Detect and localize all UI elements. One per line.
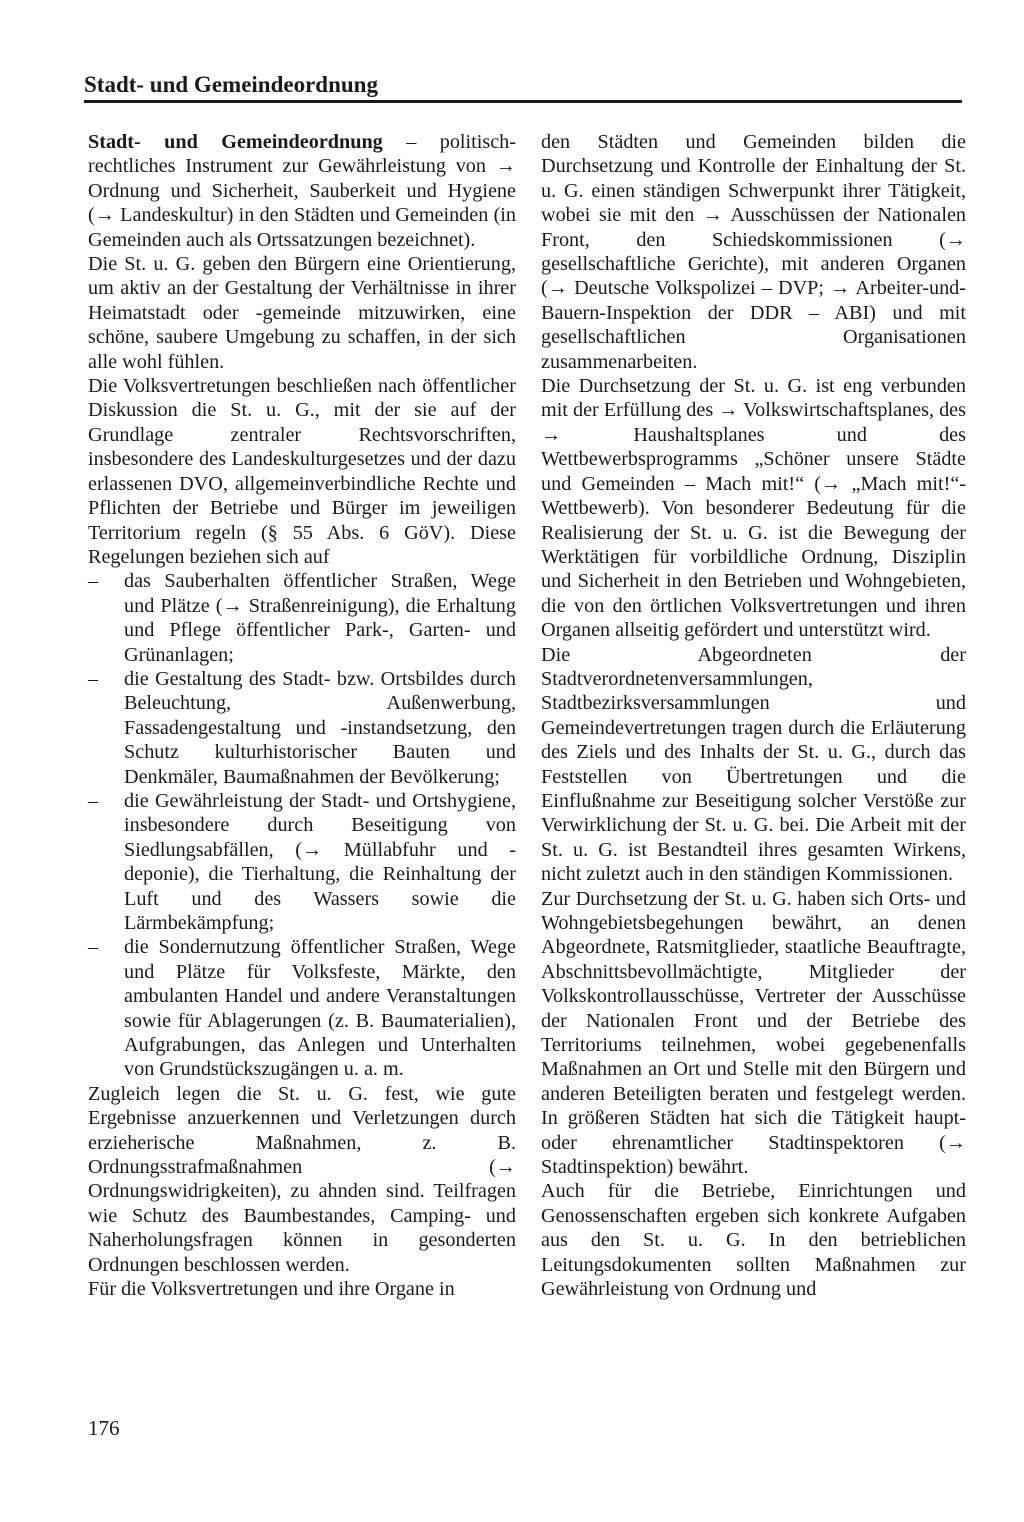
list-item: – die Gestaltung des Stadt- bzw. Ortsbildes durch Beleuchtung, Außenwerbung, Fassadengestaltung und -instandsetzung, den Schutz kulturhistorischer Bauten und Denkmäler, Baumaßnahmen der Bevölkerung; [88, 667, 516, 789]
paragraph: Für die Volksvertretungen und ihre Organe in [88, 1278, 455, 1301]
intro-paragraph [88, 130, 516, 252]
paragraph: Die Abgeordneten der Stadtverordnetenversammlungen, Stadtbezirksversammlungen und Gemeindevertretungen tragen durch die Erläuterung des Ziels und des Inhalts der St. u. G., durch das Feststellen von Übertretungen und die Einflußnahme zur Beseitigung solcher Verstöße zur Verwirklichung der St. u. G. bei. Die Arbeit mit der St. u. G. ist Bestandteil ihres gesamten Wirkens, nicht zuletzt auch in den ständigen Kommissionen. [541, 643, 966, 886]
paragraph: Die Volksvertretungen beschließen nach öffentlicher Diskussion die St. u. G., mit der sie auf der Grundlage zentraler Rechtsvorschriften, insbesondere des Landeskulturgesetzes und der dazu erlassenen DVO, allgemeinverbindliche Rechte und Pflichten der Betriebe und Bürger im jeweiligen Territorium regeln (§ 55 Abs. 6 GöV). Diese Regelungen beziehen sich auf [88, 375, 516, 568]
header-rule [84, 100, 962, 103]
paragraph: Auch für die Betriebe, Einrichtungen und Genossenschaften ergeben sich konkrete Aufgaben aus den St. u. G. In den betrieblichen Leitungsdokumenten sollten Maßnahmen zur Gewährleistung von Ordnung und [541, 1180, 966, 1301]
left-column [88, 130, 516, 1302]
paragraph: Die St. u. G. geben den Bürgern eine Orientierung, um aktiv an der Gestaltung der Verhältnisse in ihrer Heimatstadt oder -gemeinde mitzuwirken, eine schöne, saubere Umgebung zu schaffen, in der sich alle wohl fühlen. [88, 253, 516, 373]
paragraph: Die Durchsetzung der St. u. G. ist eng verbunden mit der Erfüllung des → Volkswirtschaftsplanes, des → Haushaltsplanes und des Wettbewerbsprogramms „Schöner unsere Städte und Gemeinden – Mach mit!“ (→ „Mach mit!“-Wettbewerb). Von besonderer Bedeutung für die Realisierung der St. u. G. ist die Bewegung der Werktätigen für vorbildliche Ordnung, Disziplin und Sicherheit in den Betrieben und Wohngebieten, die von den örtlichen Volksvertretungen und ihren Organen allseitig gefördert und unterstützt wird. [541, 375, 966, 642]
list-item: – die Gewährleistung der Stadt- und Ortshygiene, insbesondere durch Beseitigung von Siedlungsabfällen, (→ Müllabfuhr und -deponie), die Tierhaltung, die Reinhaltung der Luft und des Wassers sowie die Lärmbekämpfung; [88, 789, 516, 935]
regulation-list [88, 569, 516, 1082]
paragraph: Zur Durchsetzung der St. u. G. haben sich Orts- und Wohngebietsbegehungen bewährt, an denen Abgeordnete, Ratsmitglieder, staatliche Beauftragte, Abschnittsbevollmächtigte, Mitglieder der Volkskontrollausschüsse, Vertreter der Ausschüsse der Nationalen Front und der Betriebe des Territoriums teilnehmen, wobei gegebenenfalls Maßnahmen an Ort und Stelle mit den Bürgern und anderen Beteiligten beraten und festgelegt werden. In größeren Städten hat sich die Tätigkeit haupt- oder ehrenamtlicher Stadtinspektoren (→ Stadtinspektion) bewährt. [541, 887, 966, 1179]
page-header-title: Stadt- und Gemeindeordnung [84, 72, 378, 97]
entry-term: Stadt- und Gemeindeordnung [88, 131, 383, 153]
paragraph: den Städten und Gemeinden bilden die Durchsetzung und Kontrolle der Einhaltung der St. u. G. einen ständigen Schwerpunkt ihrer Tätigkeit, wobei sie mit den → Ausschüssen der Nationalen Front, den Schiedskommissionen (→ gesellschaftliche Gerichte), mit anderen Organen (→ Deutsche Volkspolizei – DVP; → Arbeiter-und-Bauern-Inspektion der DDR – ABI) und mit gesellschaftlichen Organisationen zusammenarbeiten. [541, 131, 966, 373]
list-item: – das Sauberhalten öffentlicher Straßen, Wege und Plätze (→ Straßenreinigung), die Erhaltung und Pflege öffentlicher Park-, Garten- und Grünanlagen; [88, 569, 516, 667]
page-number: 176 [88, 1416, 120, 1440]
intro-text: – politisch-rechtliches Instrument zur Gewährleistung von → Ordnung und Sicherheit, Sauberkeit und Hygiene (→ Landeskultur) in den Städten und Gemeinden (in Gemeinden auch als Ortssatzungen bezeichnet). [88, 131, 516, 251]
right-column [541, 130, 966, 1302]
list-item: – die Sondernutzung öffentlicher Straßen, Wege und Plätze für Volksfeste, Märkte, den ambulanten Handel und andere Veranstaltungen sowie für Ablagerungen (z. B. Baumaterialien), Aufgrabungen, das Anlegen und Unterhalten von Grundstückszugängen u. a. m. [88, 935, 516, 1081]
paragraph: Zugleich legen die St. u. G. fest, wie gute Ergebnisse anzuerkennen und Verletzungen durch erzieherische Maßnahmen, z. B. Ordnungsstrafmaßnahmen (→ Ordnungswidrigkeiten), zu ahnden sind. Teilfragen wie Schutz des Baumbestandes, Camping- und Naherholungsfragen können in gesonderten Ordnungen beschlossen werden. [88, 1082, 516, 1276]
